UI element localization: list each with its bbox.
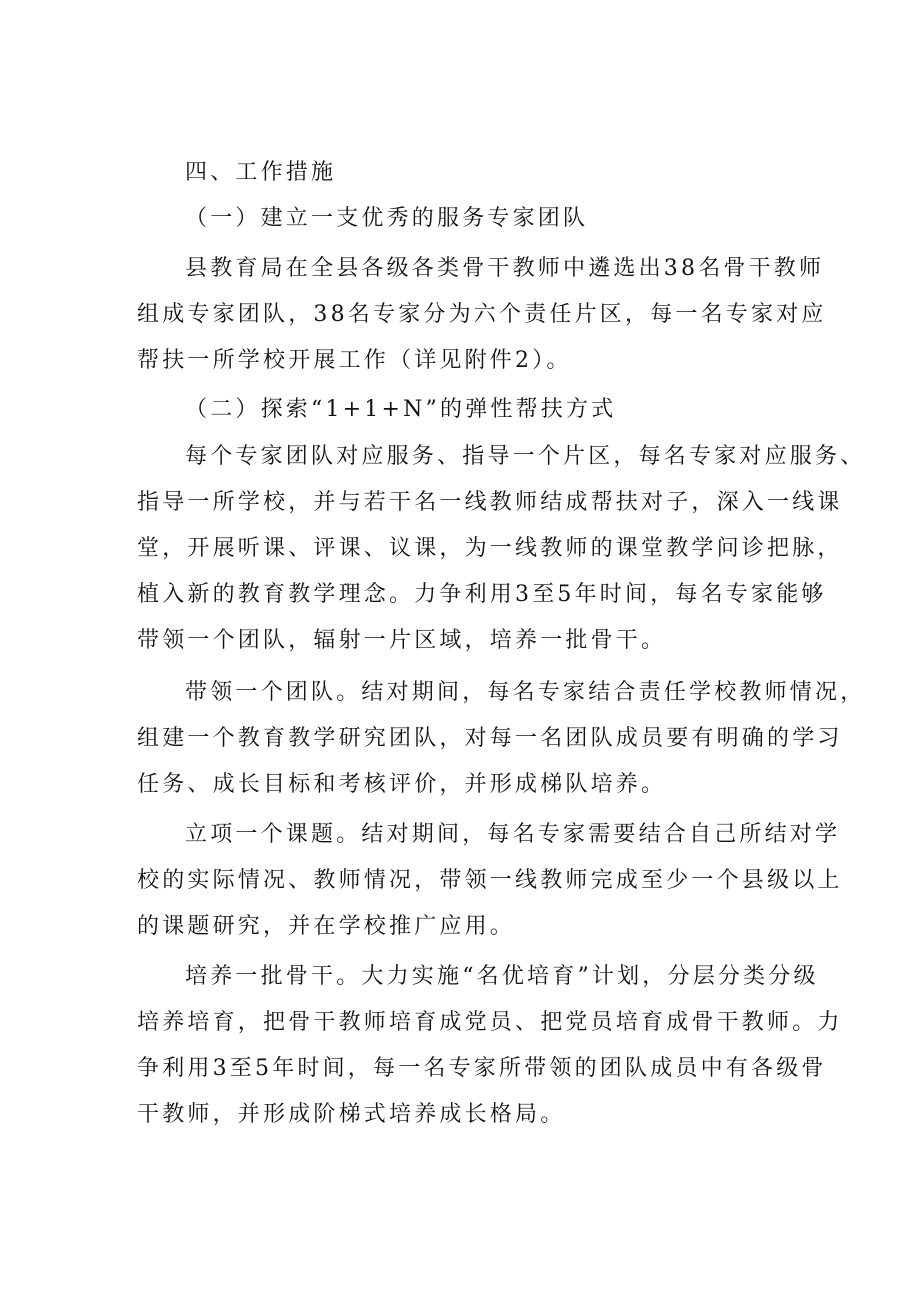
paragraph-line: 立项一个课题。结对期间，每名专家需要结合自己所结对学 [185, 822, 841, 847]
paragraph-line: 培养一批骨干。大力实施“名优培育”计划，分层分类分级 [185, 964, 819, 989]
paragraph-line: 任务、成长目标和考核评价，并形成梯队培养。 [137, 772, 667, 797]
paragraph-line: 带领一个团队。结对期间，每名专家结合责任学校教师情况， [185, 680, 866, 705]
section-heading: 四、工作措施 [185, 160, 337, 185]
subsection-1-heading: （一）建立一支优秀的服务专家团队 [185, 206, 589, 231]
paragraph-line: 校的实际情况、教师情况，带领一线教师完成至少一个县级以上 [137, 868, 843, 893]
paragraph-line: 县教育局在全县各级各类骨干教师中遴选出38名骨干教师 [185, 256, 825, 281]
paragraph-line: 每个专家团队对应服务、指导一个片区，每名专家对应服务、 [185, 444, 866, 469]
subsection-2-heading: （二）探索“1+1+N”的弹性帮扶方式 [185, 397, 617, 422]
paragraph-line: 帮扶一所学校开展工作（详见附件2）。 [137, 348, 572, 373]
paragraph-line: 的课题研究，并在学校推广应用。 [137, 914, 516, 939]
paragraph-line: 带领一个团队，辐射一片区域，培养一批骨干。 [137, 628, 667, 653]
paragraph-line: 干教师，并形成阶梯式培养成长格局。 [137, 1102, 566, 1127]
paragraph-line: 堂，开展听课、评课、议课，为一线教师的课堂教学问诊把脉， [137, 536, 843, 561]
paragraph-line: 植入新的教育教学理念。力争利用3至5年时间，每名专家能够 [137, 582, 827, 607]
paragraph-line: 指导一所学校，并与若干名一线教师结成帮扶对子，深入一线课 [137, 490, 843, 515]
paragraph-line: 争利用3至5年时间，每一名专家所带领的团队成员中有各级骨 [137, 1056, 827, 1081]
paragraph-line: 组建一个教育教学研究团队，对每一名团队成员要有明确的学习 [137, 726, 843, 751]
paragraph-line: 组成专家团队，38名专家分为六个责任片区，每一名专家对应 [137, 302, 827, 327]
paragraph-line: 培养培育，把骨干教师培育成党员、把党员培育成骨干教师。力 [137, 1010, 843, 1035]
